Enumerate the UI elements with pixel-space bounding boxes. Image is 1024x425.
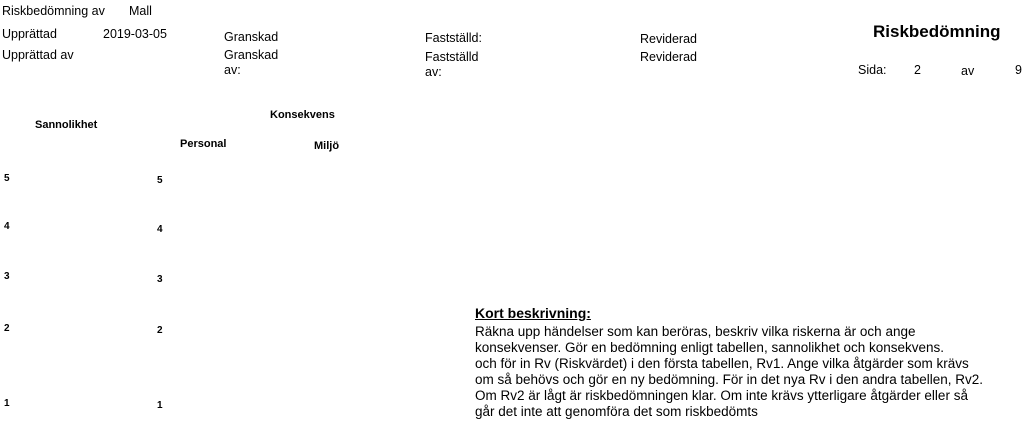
konsekvens-number: 3 [157,274,163,285]
konsekvens-number: 1 [157,400,163,411]
description-line: Om Rv2 är lågt är riskbedömningen klar. Om inte krävs ytterligare åtgärder eller så [475,388,968,403]
granskad-av-label-line1: Granskad [224,48,279,62]
upprattad-date: 2019-03-05 [103,27,167,41]
faststalld-av-label-line2: av: [425,65,442,79]
sannolikhet-heading: Sannolikhet [35,119,98,131]
description-title: Kort beskrivning: [475,305,591,321]
description-line: och för in Rv (Riskvärdet) i den första tabellen, Rv1. Ange vilka åtgärder som krävs [475,356,969,371]
page-av-label: av [961,64,975,78]
faststalld-av-label-line1: Fastställd [425,50,479,64]
reviderad-label: Reviderad [640,32,697,46]
sannolikhet-number: 1 [4,398,10,409]
granskad-label: Granskad [224,30,279,44]
konsekvens-number: 2 [157,325,163,336]
sannolikhet-number: 4 [4,221,10,232]
personal-heading: Personal [180,138,227,150]
description-line: konsekvenser. Gör en bedömning enligt tabellen, sannolikhet och konsekvens. [475,340,945,355]
riskbedomning-av-value: Mall [129,4,152,18]
reviderad-av-label: Reviderad [640,50,697,64]
description-line: går det inte att genomföra det som riskbedömts [475,404,758,419]
konsekvens-number: 4 [157,224,163,235]
sannolikhet-number: 3 [4,271,10,282]
page-current: 2 [914,63,921,77]
granskad-av-label-line2: av: [224,63,241,77]
description-line: om så behövs och gör en ny bedömning. För in det nya Rv i den andra tabellen, Rv2. [475,372,984,387]
konsekvens-heading: Konsekvens [270,109,335,121]
miljo-heading: Miljö [314,140,340,152]
upprattad-label: Upprättad [2,27,57,41]
sannolikhet-number: 5 [4,173,10,184]
sannolikhet-number: 2 [4,323,10,334]
faststalld-label: Fastställd: [425,31,482,45]
description-line: Räkna upp händelser som kan beröras, beskriv vilka riskerna är och ange [475,324,916,339]
page-total: 9 [1015,63,1022,77]
riskbedomning-av-label: Riskbedömning av [2,4,105,18]
konsekvens-number: 5 [157,175,163,186]
upprattad-av-label: Upprättad av [2,48,74,62]
document-title: Riskbedömning [873,22,1001,41]
sida-label: Sida: [858,63,887,77]
